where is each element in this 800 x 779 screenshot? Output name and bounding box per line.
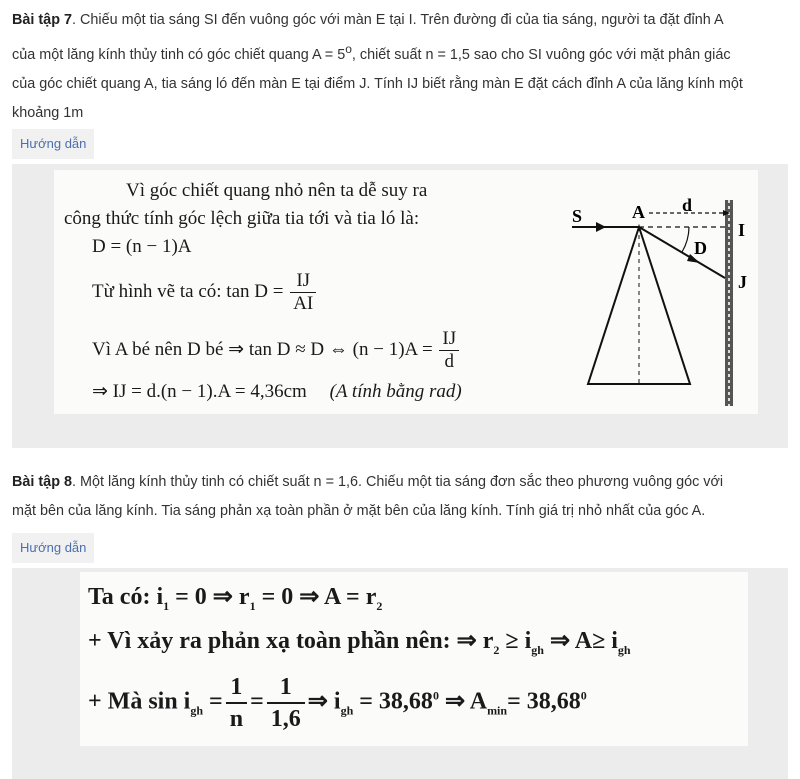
- prism-diagram: [524, 198, 754, 408]
- fraction-1-n: [226, 672, 247, 734]
- exercise-8-line-1-text: . Một lăng kính thủy tinh có chiết suất n = 1,6. Chiếu một tia sáng đơn sắc theo phương vuông góc với: [71, 474, 724, 490]
- solution-7-panel: [12, 164, 788, 448]
- sup: 0: [432, 688, 439, 703]
- frac-den: d: [444, 351, 455, 372]
- sub: min: [487, 703, 508, 718]
- frac-num: IJ: [439, 328, 459, 351]
- sol8-line-3: [88, 672, 587, 734]
- guide-button-7[interactable]: Hướng dẫn: [12, 129, 94, 159]
- sol8-r3d: ⇒ i: [307, 688, 341, 715]
- fraction-1-1-6: [267, 672, 305, 734]
- angle-arc: [682, 227, 689, 252]
- label-d: d: [682, 198, 693, 215]
- sol8-r1b: = 0 ⇒ r: [169, 584, 250, 610]
- guide-button-8[interactable]: Hướng dẫn: [12, 533, 94, 563]
- frac-num: 1: [226, 672, 247, 704]
- exercise-7-line-3: của góc chiết quang A, tia sáng ló đến màn E tại điểm J. Tính IJ biết rằng màn E đặt cách đỉnh A của lăng kính một: [12, 75, 743, 92]
- sup: 0: [580, 688, 587, 703]
- sol7-line-1: Vì góc chiết quang nhỏ nên ta dễ suy ra: [126, 180, 428, 201]
- sol8-r1c: = 0 ⇒ A = r: [255, 584, 377, 610]
- sub: gh: [531, 642, 544, 657]
- frac-den: AI: [293, 293, 314, 314]
- fraction-ij-ai: [290, 270, 316, 315]
- sol8-r3b: =: [203, 688, 223, 715]
- sol8-r2a: + Vì xảy ra phản xạ toàn phần nên: ⇒ r: [88, 628, 494, 654]
- exercise-7-line-2a: của một lăng kính thủy tinh có góc chiết quang A = 5: [12, 46, 346, 63]
- exercise-7-line-2: [12, 35, 788, 70]
- exercise-8-label: Bài tập 8: [12, 474, 72, 490]
- label-j: J: [738, 272, 747, 292]
- frac-num: 1: [267, 672, 305, 704]
- sol8-r2c: ⇒ A≥ i: [543, 628, 618, 654]
- label-angle-d: D: [694, 238, 707, 258]
- ray-arrow: [596, 222, 606, 232]
- sol7-line-6: [92, 380, 462, 403]
- frac-den: 1,6: [270, 706, 301, 732]
- sol8-line-1: [88, 582, 382, 614]
- sub: 1: [249, 598, 256, 613]
- degree-sup: o: [345, 42, 352, 56]
- sub: gh: [340, 703, 354, 718]
- sol7-line-2: công thức tính góc lệch giữa tia tới và tia ló là:: [64, 208, 420, 229]
- exercise-8-line-1: [12, 468, 788, 497]
- sol7-line-5: [92, 328, 461, 373]
- emergent-ray: [639, 227, 725, 278]
- sol8-r3a: + Mà sin i: [88, 688, 191, 715]
- sol8-line-2: [88, 626, 631, 658]
- solution-8-image: [80, 572, 748, 746]
- exercise-8-line-2: mặt bên của lăng kính. Tia sáng phản xạ toàn phần ở mặt bên của lăng kính. Tính giá trị nhỏ nhất của góc A.: [12, 503, 706, 519]
- sub: gh: [617, 642, 631, 657]
- exercise-7-line-1: [12, 6, 788, 35]
- sol8-r3e: = 38,68: [353, 688, 433, 715]
- sol7-line-4: [92, 270, 318, 315]
- sub: 2: [376, 598, 383, 613]
- exercise-7-line-1-text: . Chiếu một tia sáng SI đến vuông góc với màn E tại I. Trên đường đi của tia sáng, người ta đặt đỉnh A: [71, 12, 724, 28]
- sub: gh: [190, 703, 204, 718]
- sol7-note: (A tính bằng rad): [329, 381, 462, 402]
- sol8-r3f: ⇒ A: [438, 688, 488, 715]
- exercise-7-line-4: khoảng 1m: [12, 104, 84, 121]
- sol7-line-5-prefix: Vì A bé nên D bé ⇒ tan D ≈ D ⇔ (n − 1)A =: [92, 338, 433, 360]
- exercise-7-label: Bài tập 7: [12, 12, 72, 28]
- sol7-line-3: D = (n − 1)A: [92, 236, 192, 257]
- label-a: A: [632, 202, 645, 222]
- exercise-7-line-2b: , chiết suất n = 1,5 sao cho SI vuông góc với mặt phân giác: [351, 46, 731, 63]
- sol8-r1a: Ta có: i: [88, 584, 164, 610]
- sub: 2: [493, 642, 500, 657]
- sol8-r2b: ≥ i: [499, 628, 532, 654]
- sol7-result: ⇒ IJ = d.(n − 1).A = 4,36cm: [92, 381, 307, 402]
- sol8-r3g: = 38,68: [507, 688, 581, 715]
- solution-7-image: [54, 170, 758, 414]
- sol7-line-4-prefix: Từ hình vẽ ta có: tan D =: [92, 280, 284, 302]
- sub: 1: [163, 598, 170, 613]
- label-s: S: [572, 206, 583, 226]
- frac-den: n: [229, 706, 244, 732]
- sol8-r3c: =: [250, 688, 264, 715]
- exercise-8-text: [12, 468, 788, 526]
- frac-num: IJ: [290, 270, 316, 293]
- label-i: I: [738, 220, 746, 240]
- fraction-ij-d: [439, 328, 459, 373]
- prism: [588, 227, 690, 384]
- solution-8-panel: [12, 568, 788, 779]
- exercise-7-text: [12, 6, 788, 128]
